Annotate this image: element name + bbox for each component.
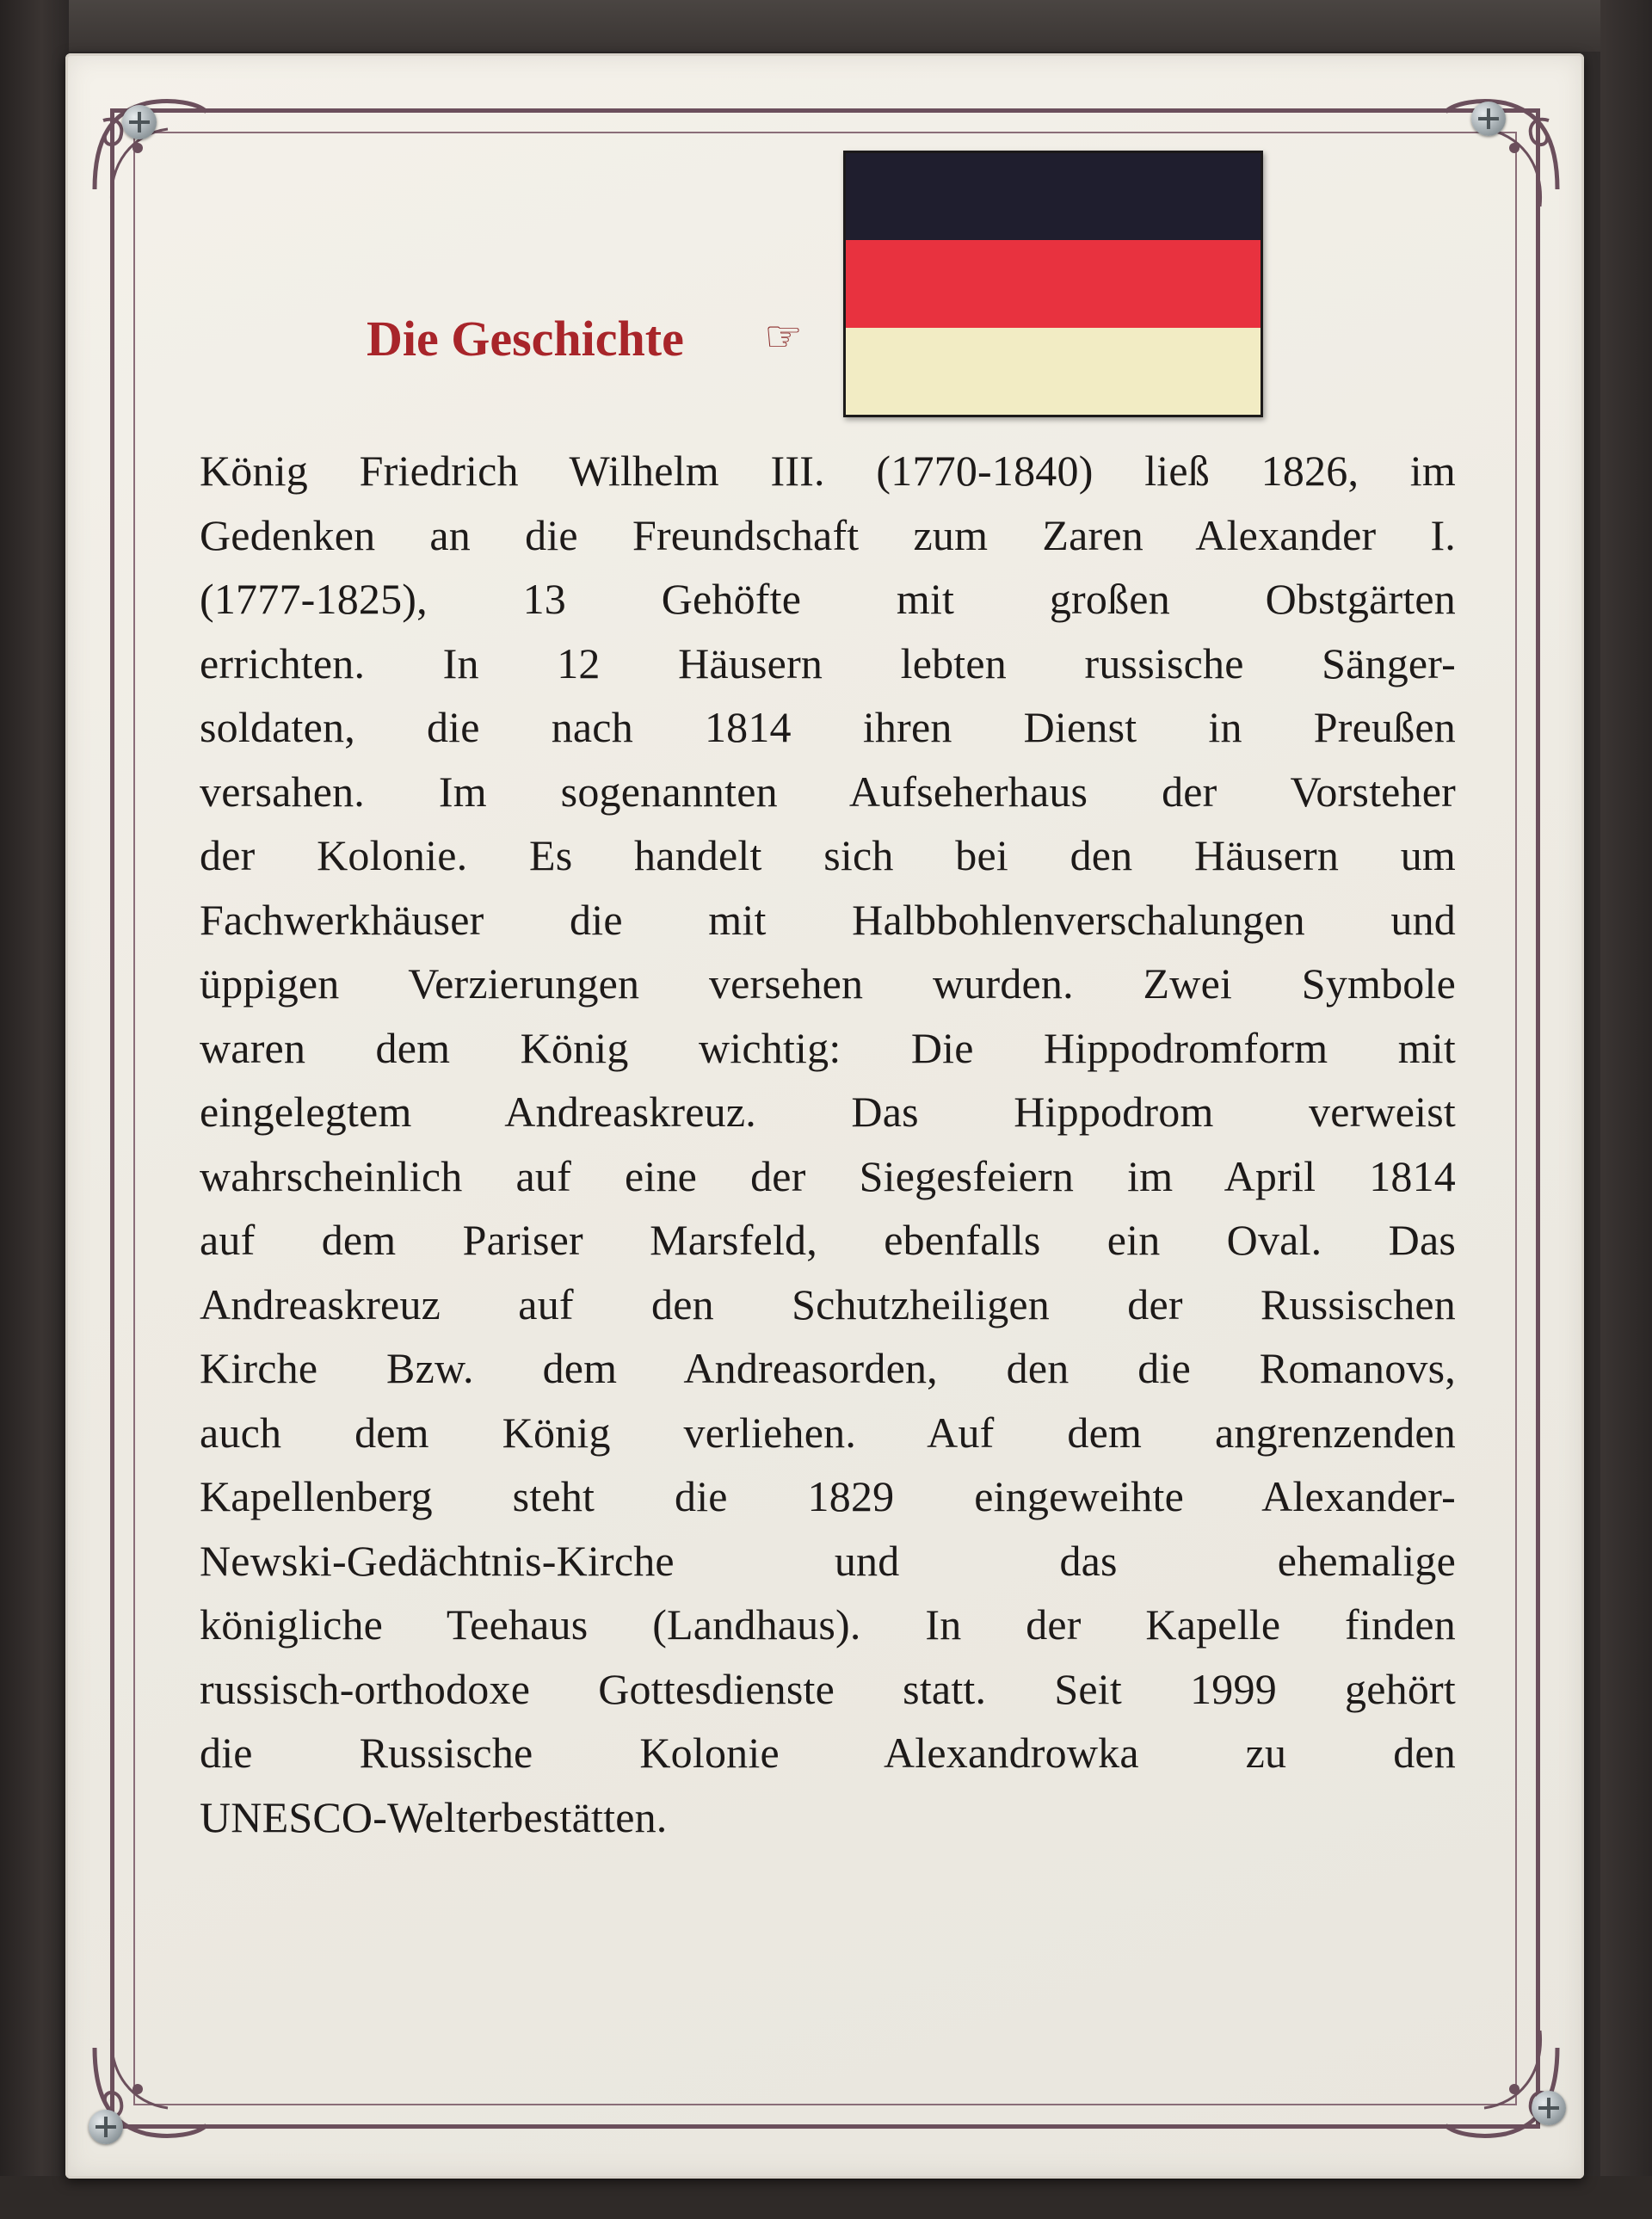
flag-stripe-gold (846, 328, 1261, 415)
text-line: versahen. Im sogenannten Aufseherhaus der Vorsteher (200, 767, 1456, 816)
text-line: Kirche Bzw. dem Andreasorden, den die Romanovs, (200, 1344, 1456, 1392)
screw-bottom-right-icon (1532, 2091, 1566, 2125)
text-line: soldaten, die nach 1814 ihren Dienst in Preußen (200, 703, 1456, 751)
text-line: errichten. In 12 Häusern lebten russische Sänger- (200, 638, 1456, 687)
text-line: UNESCO-Welterbestätten. (200, 1792, 668, 1841)
text-line: wahrscheinlich auf eine der Siegesfeiern im April 1814 (200, 1151, 1456, 1200)
flag-stripe-black (846, 153, 1261, 240)
flag-stripe-red (846, 240, 1261, 327)
german-flag (843, 151, 1263, 417)
screw-top-left-icon (122, 105, 157, 139)
text-line: der Kolonie. Es handelt sich bei den Häusern um (200, 831, 1456, 879)
backdrop-right (1600, 0, 1652, 2219)
text-line: Newski-Gedächtnis-Kirche und das ehemalige (200, 1536, 1456, 1585)
text-line: Fachwerkhäuser die mit Halbbohlenverschalungen und (200, 895, 1456, 944)
text-line: Gedenken an die Freundschaft zum Zaren Alexander I. (200, 510, 1456, 559)
text-line: Andreaskreuz auf den Schutzheiligen der Russischen (200, 1279, 1456, 1328)
text-line: auch dem König verliehen. Auf dem angrenzenden (200, 1408, 1456, 1457)
backdrop-top (0, 0, 1652, 52)
backdrop-bottom (0, 2176, 1652, 2219)
sign-title: Die Geschichte (367, 311, 684, 367)
ornament-corner-bottom-right-icon (1437, 2022, 1566, 2151)
ornament-corner-top-left-icon (86, 86, 215, 215)
text-line: König Friedrich Wilhelm III. (1770-1840) ließ 1826, im (200, 447, 1456, 495)
history-text (200, 439, 1456, 1849)
text-line: waren dem König wichtig: Die Hippodromform mit (200, 1023, 1456, 1072)
screw-bottom-left-icon (89, 2110, 123, 2144)
screw-top-right-icon (1471, 102, 1506, 136)
pointing-hand-icon: ☞ (764, 311, 803, 361)
text-line: die Russische Kolonie Alexandrowka zu den (200, 1729, 1456, 1777)
ornament-corner-top-right-icon (1437, 86, 1566, 215)
text-line: königliche Teehaus (Landhaus). In der Kapelle finden (200, 1600, 1456, 1649)
text-line: eingelegtem Andreaskreuz. Das Hippodrom verweist (200, 1088, 1456, 1136)
backdrop-left (0, 0, 69, 2219)
text-line: (1777-1825), 13 Gehöfte mit großen Obstgärten (200, 575, 1456, 623)
text-line: auf dem Pariser Marsfeld, ebenfalls ein Oval. Das (200, 1216, 1456, 1264)
text-line: Kapellenberg steht die 1829 eingeweihte Alexander- (200, 1472, 1456, 1520)
text-line: üppigen Verzierungen versehen wurden. Zwei Symbole (200, 959, 1456, 1008)
text-line: russisch-orthodoxe Gottesdienste statt. Seit 1999 gehört (200, 1664, 1456, 1713)
